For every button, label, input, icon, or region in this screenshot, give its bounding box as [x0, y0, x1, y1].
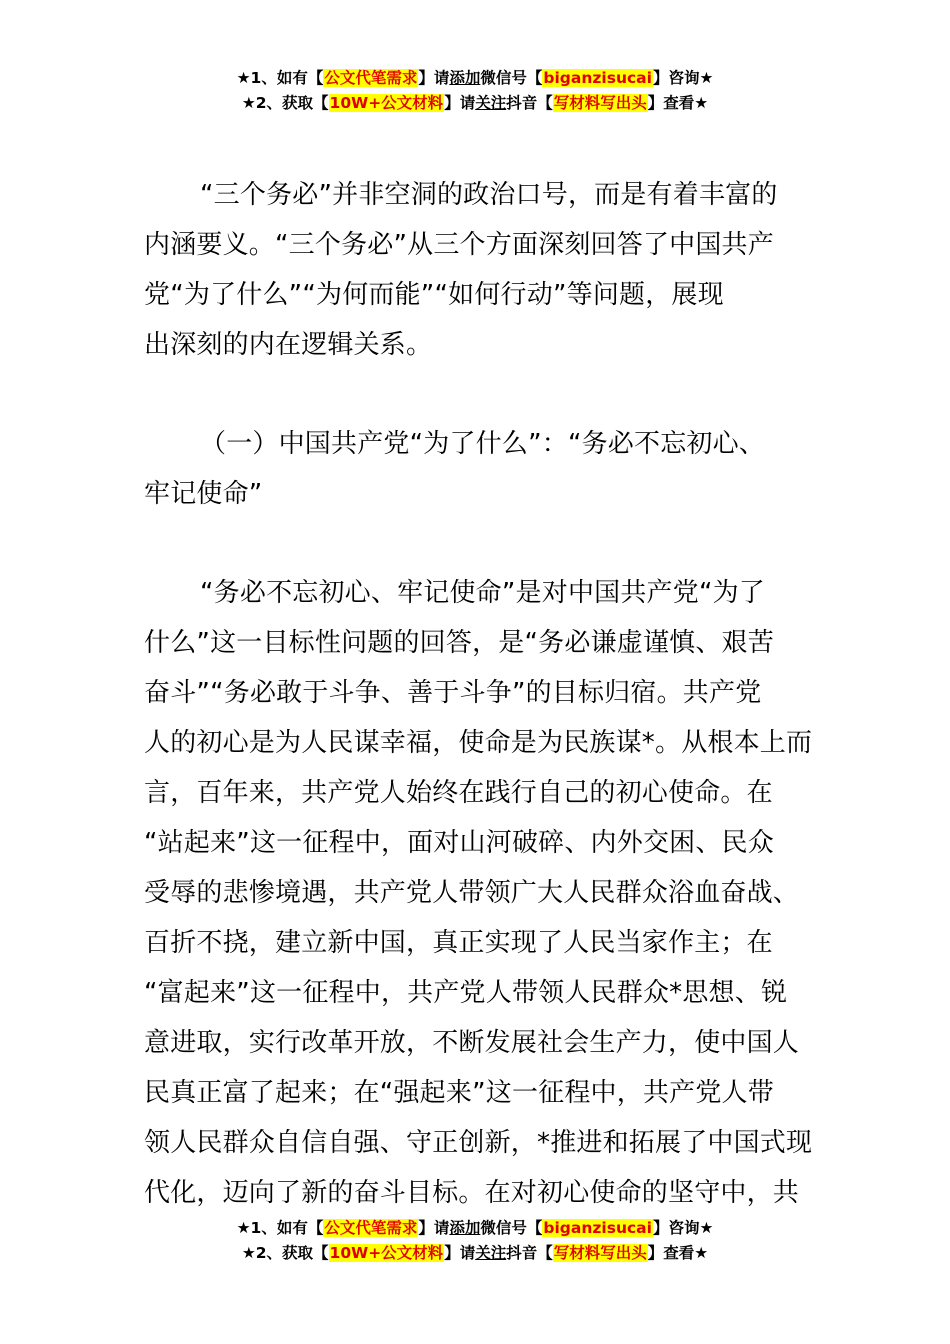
banner-highlight: 10W+公文材料: [329, 94, 444, 112]
text-line: “富起来”这一征程中，共产党人带领人民群众*思想、锐: [144, 978, 788, 1008]
text-line: 代化，迈向了新的奋斗目标。在对初心使命的坚守中，共: [144, 1178, 800, 1208]
text-line: 意进取，实行改革开放，不断发展社会生产力，使中国人: [144, 1028, 800, 1058]
text-line: 百折不挠，建立新中国，真正实现了人民当家作主；在: [144, 928, 773, 958]
banner-text: 】请: [444, 1244, 476, 1262]
text-line: “务必不忘初心、牢记使命”是对中国共产党“为了: [200, 578, 766, 608]
banner-text: 】查看★: [647, 1244, 709, 1262]
banner-text: 微信号【: [480, 69, 543, 87]
text-line: 受辱的悲惨境遇，共产党人带领广大人民群众浴血奋战、: [144, 878, 800, 908]
text-line: 什么”这一目标性问题的回答，是“务必谦虚谨慎、艰苦: [144, 628, 774, 658]
text-line: “三个务必”并非空洞的政治口号，而是有着丰富的: [200, 180, 778, 210]
footer-banner: [0, 1216, 950, 1266]
banner-text: 微信号【: [480, 1219, 543, 1237]
banner-highlight: 写材料写出头: [553, 94, 647, 112]
banner-line-2: [0, 91, 950, 116]
text-line: 党“为了什么”“为何而能”“如何行动”等问题，展现: [144, 280, 724, 310]
banner-highlight: 公文代笔需求: [324, 69, 418, 87]
banner-text: 】请: [444, 94, 476, 112]
banner-highlight: 公文代笔需求: [324, 1219, 418, 1237]
banner-highlight: 10W+公文材料: [329, 1244, 444, 1262]
text-line: “站起来”这一征程中，面对山河破碎、内外交困、民众: [144, 828, 774, 858]
banner-text: 】咨询★: [652, 1219, 714, 1237]
banner-line-1: [0, 1216, 950, 1241]
banner-text: 】请: [418, 1219, 450, 1237]
banner-underline: 添加: [449, 1219, 481, 1237]
banner-text: 抖音【: [506, 94, 553, 112]
banner-text: 抖音【: [506, 1244, 553, 1262]
text-line: （一）中国共产党“为了什么”：“务必不忘初心、: [200, 429, 766, 459]
banner-underline: 添加: [449, 69, 481, 87]
text-line: 人的初心是为人民谋幸福，使命是为民族谋*。从根本上而: [144, 728, 813, 758]
banner-text: 】请: [418, 69, 450, 87]
paragraph-body: [144, 568, 813, 1218]
paragraph-intro: [144, 170, 808, 370]
banner-text: ★1、如有【: [236, 1219, 324, 1237]
text-line: 民真正富了起来；在“强起来”这一征程中，共产党人带: [144, 1078, 774, 1108]
text-line: 牢记使命”: [144, 479, 263, 509]
text-line: 言，百年来，共产党人始终在践行自己的初心使命。在: [144, 778, 773, 808]
banner-underline: 关注: [475, 1244, 507, 1262]
banner-highlight: 写材料写出头: [553, 1244, 647, 1262]
banner-text: ★2、获取【: [241, 1244, 329, 1262]
section-heading: [144, 419, 808, 519]
banner-highlight: biganzisucai: [543, 1219, 652, 1237]
text-line: 内涵要义。“三个务必”从三个方面深刻回答了中国共产: [144, 230, 774, 260]
banner-line-2: [0, 1241, 950, 1266]
banner-text: ★2、获取【: [241, 94, 329, 112]
banner-line-1: [0, 66, 950, 91]
text-line: 领人民群众自信自强、守正创新，*推进和拓展了中国式现: [144, 1128, 813, 1158]
banner-text: ★1、如有【: [236, 69, 324, 87]
text-line: 奋斗”“务必敢于斗争、善于斗争”的目标归宿。共产党: [144, 678, 762, 708]
header-banner: [0, 66, 950, 116]
banner-text: 】咨询★: [652, 69, 714, 87]
banner-text: 】查看★: [647, 94, 709, 112]
banner-underline: 关注: [475, 94, 507, 112]
text-line: 出深刻的内在逻辑关系。: [144, 330, 433, 360]
banner-highlight: biganzisucai: [543, 69, 652, 87]
